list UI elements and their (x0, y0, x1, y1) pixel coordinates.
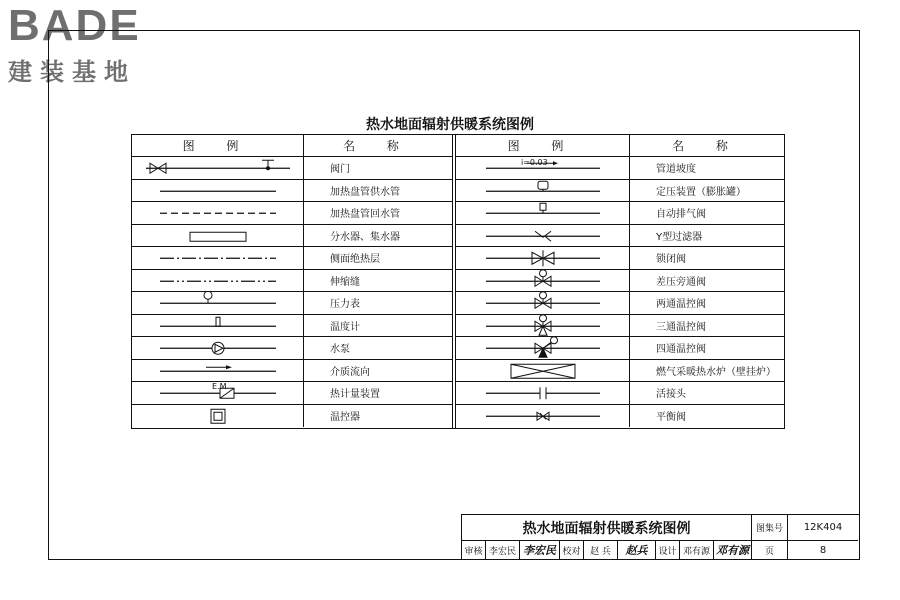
designer-signature: 邓有源 (714, 541, 752, 559)
legend-item-name: 锁闭阀 (656, 254, 686, 266)
legend-item-name: 热计量装置 (330, 389, 380, 401)
four-way-valve-icon (456, 337, 630, 359)
legend-item-name: 燃气采暖热水炉（壁挂炉） (656, 366, 776, 378)
page-label: 页 (752, 541, 788, 559)
boiler-icon (456, 360, 630, 382)
air-vent-icon (456, 202, 630, 224)
legend-right-half (455, 135, 784, 428)
legend-row (132, 382, 452, 405)
checker-signature: 赵兵 (618, 541, 656, 559)
header-name: 名 称 (343, 139, 413, 153)
slope-icon (456, 157, 630, 179)
legend-table (131, 134, 785, 429)
legend-item-name: 温度计 (330, 321, 360, 333)
dashed-line-icon (132, 202, 304, 224)
legend-item-name: 阀门 (330, 164, 350, 176)
legend-row (456, 180, 784, 203)
atlas-label: 图集号 (752, 515, 788, 541)
legend-title: 热水地面辐射供暖系统图例 (366, 117, 534, 133)
checker-name: 赵 兵 (584, 541, 618, 559)
pump-icon (132, 337, 304, 359)
heat-meter-icon (132, 382, 304, 404)
pressure-gauge-icon (132, 292, 304, 314)
manifold-rect-icon (132, 225, 304, 247)
union-icon (456, 382, 630, 404)
thermostat-icon (132, 405, 304, 428)
header-name: 名 称 (672, 139, 742, 153)
dash-dot-dot-line-icon (132, 270, 304, 292)
balance-valve-icon (456, 405, 630, 428)
legend-item-name: 平衡阀 (656, 412, 686, 424)
legend-item-name: Y型过滤器 (656, 231, 703, 243)
symbol-label: E.M (212, 382, 227, 391)
legend-row (132, 225, 452, 248)
flow-arrow-icon (132, 360, 304, 382)
legend-row (132, 405, 452, 428)
legend-row (456, 382, 784, 405)
page-number: 8 (819, 544, 827, 556)
symbol-label: i=0.03 (521, 158, 548, 167)
legend-item-name: 加热盘管回水管 (330, 209, 400, 221)
legend-header-row (456, 135, 784, 157)
title-block-signatures (462, 541, 859, 559)
dash-dot-line-icon (132, 247, 304, 269)
legend-row (456, 247, 784, 270)
legend-row (456, 225, 784, 248)
title-block-title: 热水地面辐射供暖系统图例 (462, 515, 752, 541)
legend-item-name: 定压装置（膨胀罐） (656, 186, 746, 198)
legend-row (132, 157, 452, 180)
designer-name: 邓有源 (680, 541, 714, 559)
valve-icon (132, 157, 304, 179)
solid-line-icon (132, 180, 304, 202)
legend-left-half (132, 135, 453, 428)
legend-item-name: 自动排气阀 (656, 209, 706, 221)
legend-row (132, 247, 452, 270)
legend-row (132, 270, 452, 293)
legend-item-name: 加热盘管供水管 (330, 186, 400, 198)
legend-item-name: 介质流向 (330, 366, 370, 378)
reviewer-signature: 李宏民 (520, 541, 560, 559)
dp-bypass-valve-icon (456, 270, 630, 292)
atlas-number: 12K404 (788, 515, 858, 541)
title-block (461, 514, 860, 560)
three-way-valve-icon (456, 315, 630, 337)
header-symbol: 图 例 (132, 135, 304, 156)
legend-header-row (132, 135, 452, 157)
two-way-valve-icon (456, 292, 630, 314)
legend-row (456, 360, 784, 383)
design-label: 设计 (656, 541, 680, 559)
legend-item-name: 水泵 (330, 344, 350, 356)
legend-item-name: 温控器 (330, 412, 360, 424)
legend-row (132, 360, 452, 383)
legend-row (456, 157, 784, 180)
legend-row (132, 202, 452, 225)
legend-item-name: 四通温控阀 (656, 344, 706, 356)
logo-subtitle: 建装基地 (8, 58, 136, 86)
legend-row (132, 292, 452, 315)
legend-item-name: 差压旁通阀 (656, 276, 706, 288)
review-label: 审核 (462, 541, 486, 559)
legend-item-name: 活接头 (656, 389, 686, 401)
legend-item-name: 三通温控阀 (656, 321, 706, 333)
legend-row (456, 405, 784, 428)
legend-row (456, 270, 784, 293)
logo-mark: BADE (8, 1, 141, 50)
reviewer-name: 李宏民 (486, 541, 520, 559)
legend-row (456, 337, 784, 360)
legend-row (132, 315, 452, 338)
legend-item-name: 分水器、集水器 (330, 231, 400, 243)
lock-valve-icon (456, 247, 630, 269)
expansion-tank-icon (456, 180, 630, 202)
legend-row (132, 180, 452, 203)
legend-row (456, 315, 784, 338)
legend-item-name: 伸缩缝 (330, 276, 360, 288)
legend-row (456, 202, 784, 225)
y-strainer-icon (456, 225, 630, 247)
thermometer-icon (132, 315, 304, 337)
legend-row (132, 337, 452, 360)
legend-item-name: 侧面绝热层 (330, 254, 380, 266)
check-label: 校对 (560, 541, 584, 559)
legend-row (456, 292, 784, 315)
legend-item-name: 管道坡度 (656, 164, 696, 176)
legend-item-name: 两通温控阀 (656, 299, 706, 311)
legend-item-name: 压力表 (330, 299, 360, 311)
header-symbol: 图 例 (456, 135, 630, 156)
